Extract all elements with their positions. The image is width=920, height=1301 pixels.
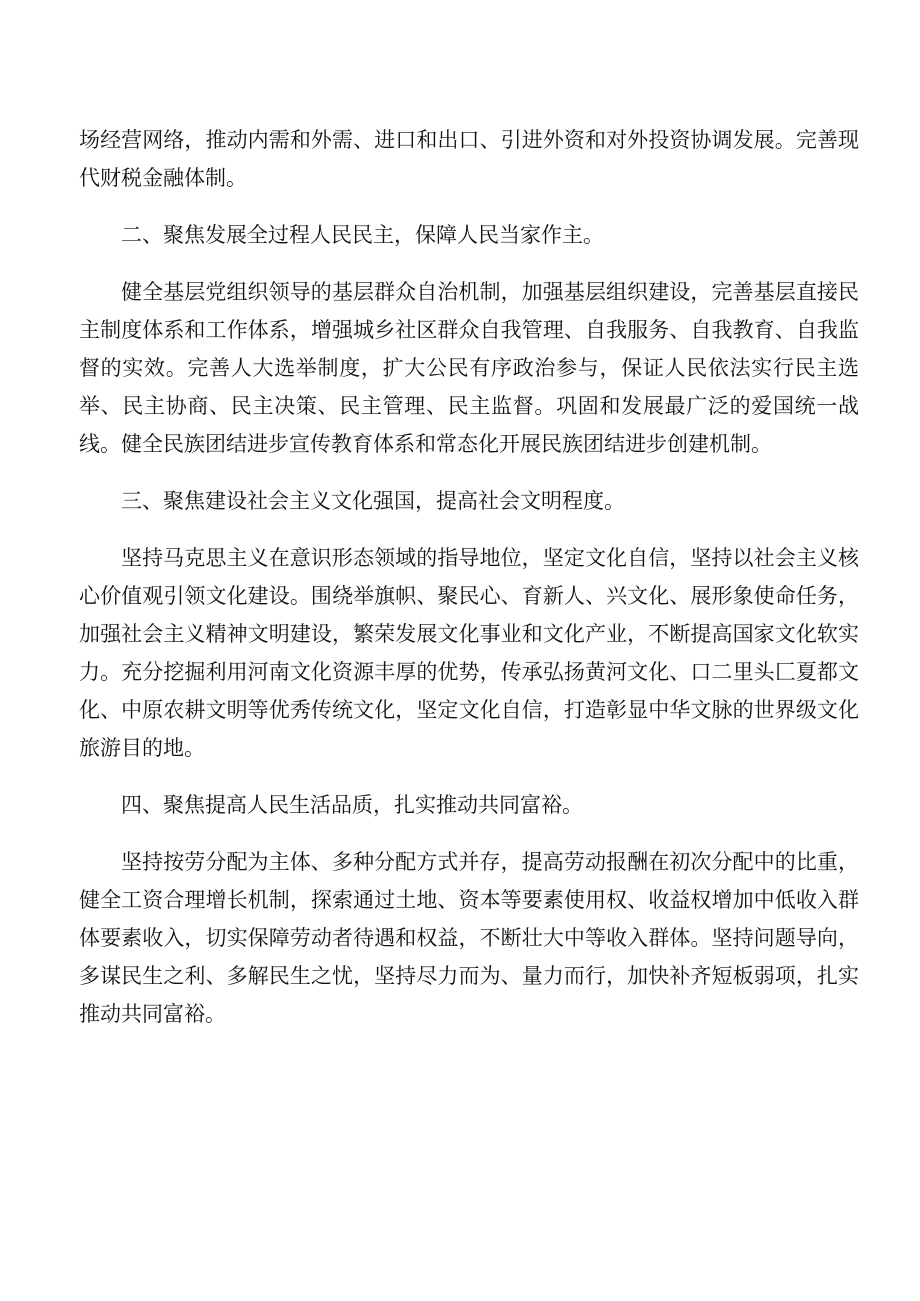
paragraph-prosperity: 坚持按劳分配为主体、多种分配方式并存，提高劳动报酬在初次分配中的比重，健全工资合理增长机制，探索通过土地、资本等要素使用权、收益权增加中低收入群体要素收入，切实保障劳动者待遇和权益，不断壮大中等收入群体。坚持问题导向，多谋民生之利、多解民生之忧，坚持尽力而为、量力而行，加快补齐短板弱项，扎实推动共同富裕。 [79, 850, 859, 1026]
paragraph-continuation: 场经营网络，推动内需和外需、进口和出口、引进外资和对外投资协调发展。完善现代财税金融体制。 [79, 128, 859, 190]
section-heading-4: 四、聚焦提高人民生活品质，扎实推动共同富裕。 [121, 793, 583, 817]
section-heading-3: 三、聚焦建设社会主义文化强国，提高社会文明程度。 [121, 489, 625, 513]
paragraph-democracy: 健全基层党组织领导的基层群众自治机制，加强基层组织建设，完善基层直接民主制度体系和工作体系，增强城乡社区群众自我管理、自我服务、自我教育、自我监督的实效。完善人大选举制度，扩大公民有序政治参与，保证人民依法实行民主选举、民主协商、民主决策、民主管理、民主监督。巩固和发展最广泛的爱国统一战线。健全民族团结进步宣传教育体系和常态化开展民族团结进步创建机制。 [79, 280, 859, 456]
document-body [79, 121, 859, 1033]
paragraph-culture: 坚持马克思主义在意识形态领域的指导地位，坚定文化自信，坚持以社会主义核心价值观引领文化建设。围绕举旗帜、聚民心、育新人、兴文化、展形象使命任务，加强社会主义精神文明建设，繁荣发展文化事业和文化产业，不断提高国家文化软实力。充分挖掘利用河南文化资源丰厚的优势，传承弘扬黄河文化、口二里头匚夏都文化、中原农耕文明等优秀传统文化，坚定文化自信，打造彰显中华文脉的世界级文化旅游目的地。 [79, 546, 859, 760]
section-heading-2: 二、聚焦发展全过程人民民主，保障人民当家作主。 [121, 223, 604, 247]
